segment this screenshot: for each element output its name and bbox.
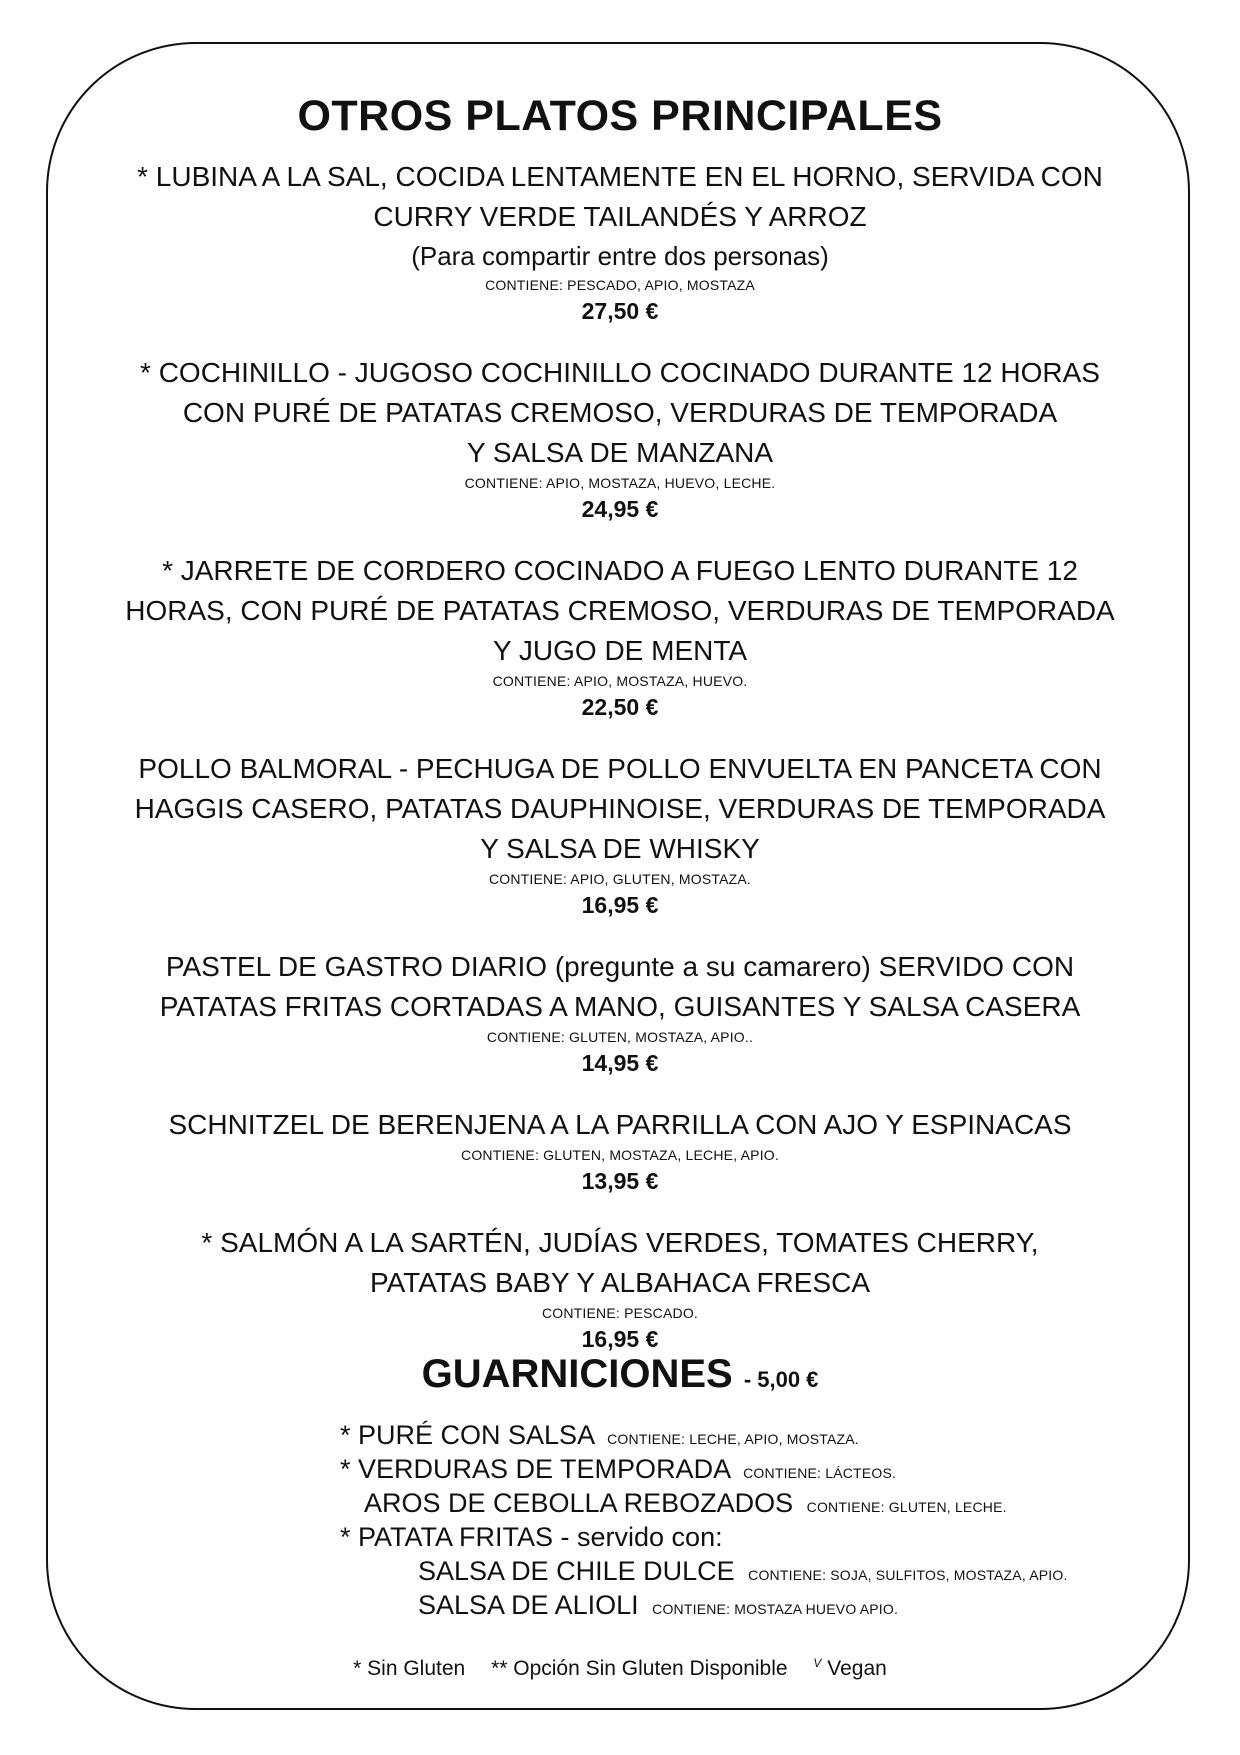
side-item <box>340 1486 1160 1520</box>
dish-price: 22,50 € <box>581 694 659 720</box>
dish-lubina <box>100 157 1140 327</box>
dish-description-line: PASTEL DE GASTRO DIARIO (pregunte a su camarero) SERVIDO CON <box>165 951 1075 982</box>
dish-allergens: CONTIENE: PESCADO, APIO, MOSTAZA <box>485 277 755 293</box>
side-allergens: CONTIENE: SOJA, SULFITOS, MOSTAZA, APIO. <box>748 1567 1068 1583</box>
sides-title: GUARNICIONES <box>421 1352 733 1396</box>
side-item <box>340 1588 1160 1622</box>
dish-description-line: * SALMÓN A LA SARTÉN, JUDÍAS VERDES, TOMATES CHERRY, <box>201 1227 1039 1258</box>
dish-allergens: CONTIENE: PESCADO. <box>541 1305 699 1321</box>
dish-description-line: PATATAS FRITAS CORTADAS A MANO, GUISANTES Y SALSA CASERA <box>159 991 1081 1022</box>
dish-allergens: CONTIENE: GLUTEN, MOSTAZA, LECHE, APIO. <box>461 1147 779 1163</box>
dish-description-line: POLLO BALMORAL - PECHUGA DE POLLO ENVUELTA EN PANCETA CON <box>138 753 1102 784</box>
side-name: * VERDURAS DE TEMPORADA <box>340 1454 730 1484</box>
dish-allergens: CONTIENE: APIO, MOSTAZA, HUEVO, LECHE. <box>464 475 776 491</box>
sides-price: - 5,00 € <box>743 1367 819 1392</box>
side-name: * PURÉ CON SALSA <box>340 1420 594 1450</box>
side-item <box>340 1418 1160 1452</box>
dish-description-line: Y SALSA DE WHISKY <box>480 833 760 864</box>
side-item <box>340 1520 1160 1554</box>
dish-allergens: CONTIENE: APIO, GLUTEN, MOSTAZA. <box>488 871 752 887</box>
dish-description-line: * COCHINILLO - JUGOSO COCHINILLO COCINADO DURANTE 12 HORAS <box>140 357 1100 388</box>
side-name: SALSA DE CHILE DULCE <box>418 1556 735 1586</box>
dish-description-line: CON PURÉ DE PATATAS CREMOSO, VERDURAS DE TEMPORADA <box>182 397 1058 428</box>
side-name: * PATATA FRITAS - servido con: <box>340 1522 723 1552</box>
side-allergens: CONTIENE: MOSTAZA HUEVO APIO. <box>652 1601 899 1617</box>
dish-price: 14,95 € <box>581 1050 659 1076</box>
dish-cochinillo <box>100 353 1140 525</box>
dish-note: (Para compartir entre dos personas) <box>411 241 829 271</box>
dish-description-line: HAGGIS CASERO, PATATAS DAUPHINOISE, VERDURAS DE TEMPORADA <box>134 793 1106 824</box>
dish-description-line: Y SALSA DE MANZANA <box>466 437 774 468</box>
dish-price: 27,50 € <box>581 298 659 324</box>
side-item <box>340 1554 1160 1588</box>
legend <box>0 1656 1240 1681</box>
side-name: SALSA DE ALIOLI <box>418 1590 639 1620</box>
dish-description-line: * JARRETE DE CORDERO COCINADO A FUEGO LENTO DURANTE 12 <box>162 555 1078 586</box>
side-allergens: CONTIENE: GLUTEN, LECHE. <box>806 1499 1007 1515</box>
dish-price: 13,95 € <box>581 1168 659 1194</box>
sides-heading <box>0 1352 1240 1397</box>
legend-vegan <box>813 1657 886 1680</box>
dish-salmon <box>100 1223 1140 1355</box>
side-name: AROS DE CEBOLLA REBOZADOS <box>364 1488 794 1518</box>
dish-description-line: CURRY VERDE TAILANDÉS Y ARROZ <box>373 201 867 232</box>
side-item <box>340 1452 1160 1486</box>
vegan-mark: V <box>813 1656 822 1670</box>
side-allergens: CONTIENE: LECHE, APIO, MOSTAZA. <box>607 1431 859 1447</box>
dish-allergens: CONTIENE: GLUTEN, MOSTAZA, APIO.. <box>486 1029 754 1045</box>
dish-price: 16,95 € <box>581 892 659 918</box>
legend-vegan-label: Vegan <box>827 1657 887 1680</box>
dish-schnitzel-berenjena <box>100 1105 1140 1197</box>
dish-pollo-balmoral <box>100 749 1140 921</box>
side-allergens: CONTIENE: LÁCTEOS. <box>743 1465 897 1481</box>
sides-list <box>340 1418 1160 1622</box>
dish-description-line: HORAS, CON PURÉ DE PATATAS CREMOSO, VERDURAS DE TEMPORADA <box>125 595 1115 626</box>
legend-gluten-free-option: ** Opción Sin Gluten Disponible <box>491 1657 788 1680</box>
dish-jarrete-cordero <box>100 551 1140 723</box>
dish-price: 16,95 € <box>581 1326 659 1352</box>
page-title: OTROS PLATOS PRINCIPALES <box>297 92 943 140</box>
dish-allergens: CONTIENE: APIO, MOSTAZA, HUEVO. <box>492 673 748 689</box>
dish-description-line: * LUBINA A LA SAL, COCIDA LENTAMENTE EN EL HORNO, SERVIDA CON <box>137 161 1103 192</box>
dish-price: 24,95 € <box>581 496 659 522</box>
dish-description-line: Y JUGO DE MENTA <box>492 635 748 666</box>
legend-gluten-free: * Sin Gluten <box>353 1657 466 1680</box>
dish-list <box>100 157 1140 1381</box>
dish-pastel-gastro <box>100 947 1140 1079</box>
dish-description-line: PATATAS BABY Y ALBAHACA FRESCA <box>369 1267 871 1298</box>
dish-description-line: SCHNITZEL DE BERENJENA A LA PARRILLA CON AJO Y ESPINACAS <box>168 1109 1072 1140</box>
